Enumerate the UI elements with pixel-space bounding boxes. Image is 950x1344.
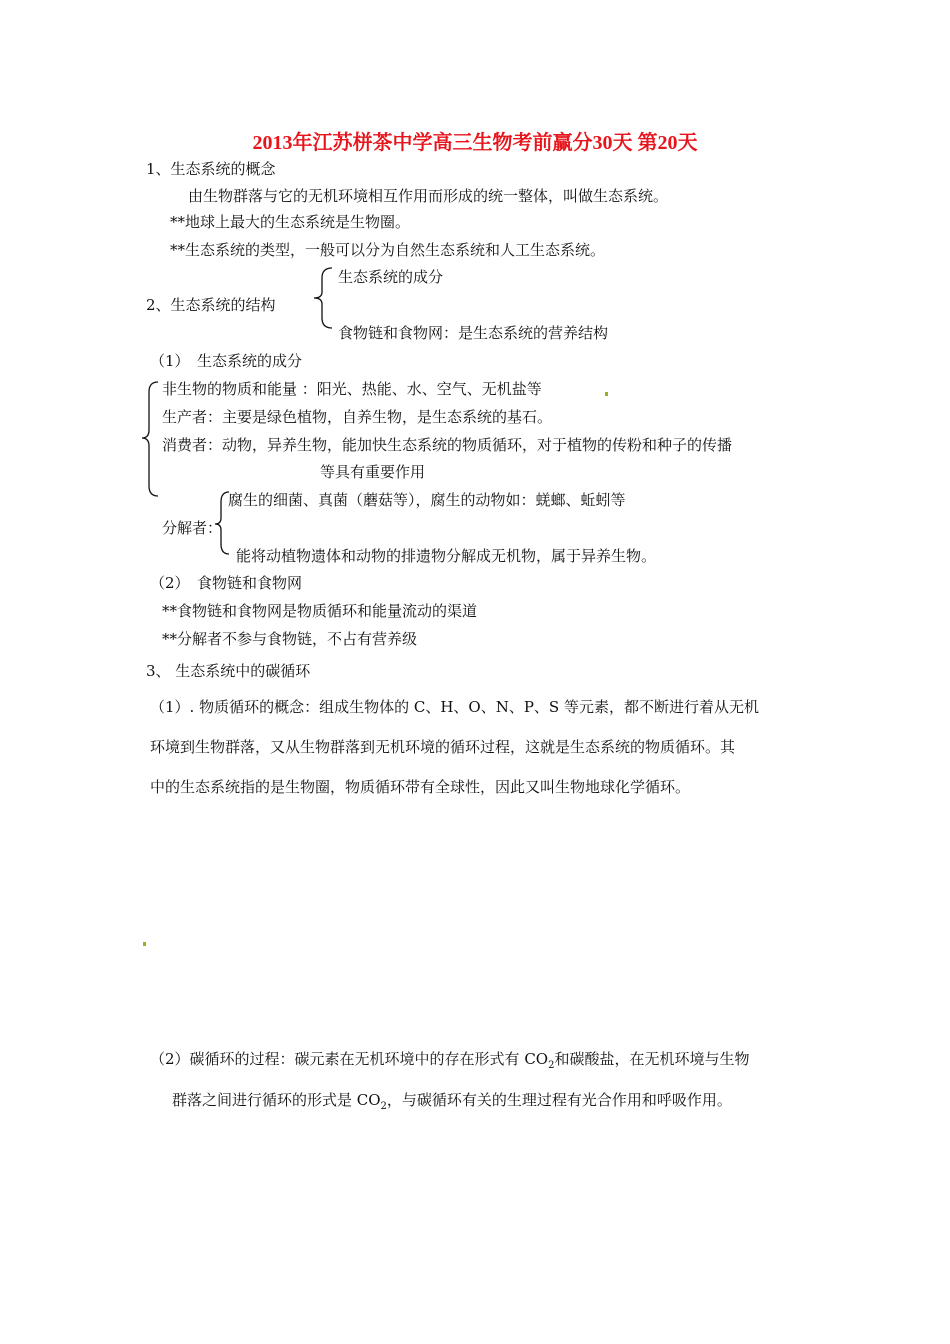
note-food-chain-channel: **食物链和食物网是物质循环和能量流动的渠道 [162, 602, 478, 620]
structure-branch-components: 生态系统的成分 [338, 268, 444, 286]
component-consumers: 消费者：动物，异养生物，能加快生态系统的物质循环，对于植物的传粉和种子的传播 [162, 436, 733, 454]
component-consumers-cont: 等具有重要作用 [320, 463, 426, 481]
carbon-cycle-text: 和碳酸盐，在无机环境与生物 [554, 1050, 750, 1068]
carbon-cycle-text: （2）碳循环的过程：碳元素在无机环境中的存在形式有 CO [150, 1050, 549, 1068]
section-2-heading: 2、生态系统的结构 [146, 296, 276, 314]
decomposers-examples: 腐生的细菌、真菌（蘑菇等），腐生的动物如：蜣螂、蚯蚓等 [228, 491, 626, 509]
carbon-cycle-line-2 [172, 1091, 732, 1116]
carbon-cycle-line-1 [150, 1050, 749, 1075]
subsection-food-web: （2） 食物链和食物网 [150, 574, 303, 592]
material-cycle-line-2: 环境到生物群落，又从生物群落到无机环境的循环过程，这就是生态系统的物质循环。其 [150, 738, 736, 756]
component-decomposers-label: 分解者： [162, 519, 223, 537]
stray-mark [605, 392, 608, 396]
note-ecosystem-types: **生态系统的类型，一般可以分为自然生态系统和人工生态系统。 [170, 241, 606, 259]
subscript: 2 [380, 1101, 387, 1112]
carbon-cycle-text: ，与碳循环有关的生理过程有光合作用和呼吸作用。 [386, 1091, 732, 1109]
component-producers: 生产者：主要是绿色植物，自养生物，是生态系统的基石。 [162, 408, 553, 426]
section-3-heading: 3、 生态系统中的碳循环 [146, 662, 311, 680]
stray-mark [143, 942, 146, 946]
decomposers-role: 能将动植物遗体和动物的排遗物分解成无机物，属于异养生物。 [236, 547, 657, 565]
subscript: 2 [548, 1060, 555, 1071]
note-decomposers-food-chain: **分解者不参与食物链，不占有营养级 [162, 630, 418, 648]
section-1-heading: 1、生态系统的概念 [146, 160, 276, 178]
subsection-components: （1） 生态系统的成分 [150, 352, 303, 370]
material-cycle-line-3: 中的生态系统指的是生物圈，物质循环带有全球性，因此又叫生物地球化学循环。 [150, 778, 691, 796]
component-abiotic: 非生物的物质和能量 ：阳光、热能、水、空气、无机盐等 [162, 380, 542, 398]
carbon-cycle-text: 群落之间进行循环的形式是 CO [172, 1091, 381, 1109]
note-biosphere: **地球上最大的生态系统是生物圈。 [170, 213, 411, 231]
structure-brace [312, 266, 334, 330]
ecosystem-definition: 由生物群落与它的无机环境相互作用而形成的统一整体，叫做生态系统。 [188, 187, 669, 205]
document-title: 2013年江苏栟茶中学高三生物考前赢分30天 第20天 [252, 132, 698, 154]
material-cycle-line-1: （1）. 物质循环的概念：组成生物体的 C、H、O、N、P、S 等元素，都不断进行着从无机 [150, 698, 759, 716]
components-brace [140, 380, 160, 500]
structure-branch-food-web: 食物链和食物网：是生态系统的营养结构 [338, 324, 609, 342]
